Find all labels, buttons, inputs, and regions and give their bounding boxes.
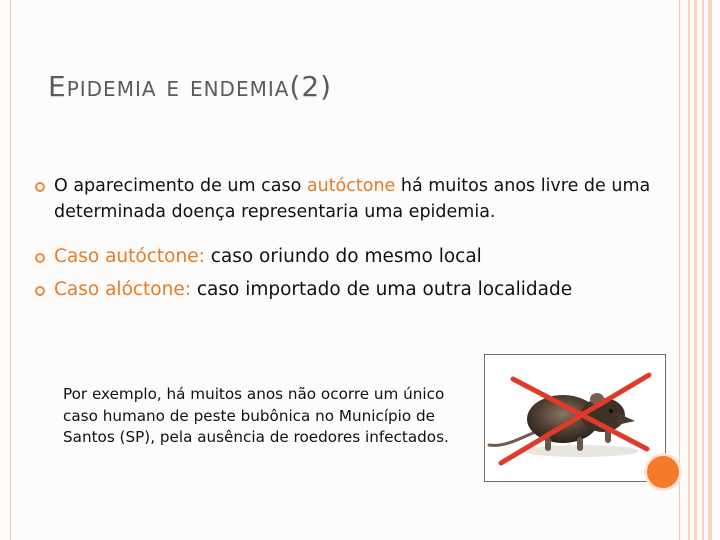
rat-leg [577,437,583,451]
decorative-stripe [688,0,690,540]
bullet-circle-icon [35,253,45,263]
decorative-stripe [708,0,712,540]
bullet-item [34,173,684,225]
bullet-text-before: O aparecimento de um caso [54,176,307,196]
bullet-text-after: caso importado de uma outra localidade [190,279,573,300]
rat-eye [609,409,613,413]
bullet-highlight: autóctone [306,176,396,196]
decorative-circle [644,453,682,491]
bullet-highlight: Caso alóctone: [54,279,191,300]
rat-image-frame [484,354,666,482]
bullet-text [54,246,482,267]
bullet-circle-icon [35,286,45,296]
bullet-text-after: caso oriundo do mesmo local [204,246,482,267]
crossed-out-rat-icon [485,355,665,481]
bullet-item [34,244,684,270]
decorative-stripe [694,0,697,540]
bullet-item [34,277,684,303]
example-note: Por exemplo, há muitos anos não ocorre um único caso humano de peste bubônica no Município de Santos (SP), pela ausência de roedores infectados. [63,385,449,446]
bullet-highlight: Caso autóctone: [54,246,205,267]
slide-title: Epidemia e endemia(2) [48,70,333,103]
rat-tail [489,433,533,445]
bullet-text [54,279,572,300]
decorative-stripe [702,0,704,540]
bullet-list [34,173,684,303]
rat-snout [617,413,635,425]
bullet-circle-icon [35,182,45,192]
bullet-text-after: há muitos anos livre de uma determinada doença representaria uma epidemia. [54,176,651,222]
bullet-text [54,176,650,222]
